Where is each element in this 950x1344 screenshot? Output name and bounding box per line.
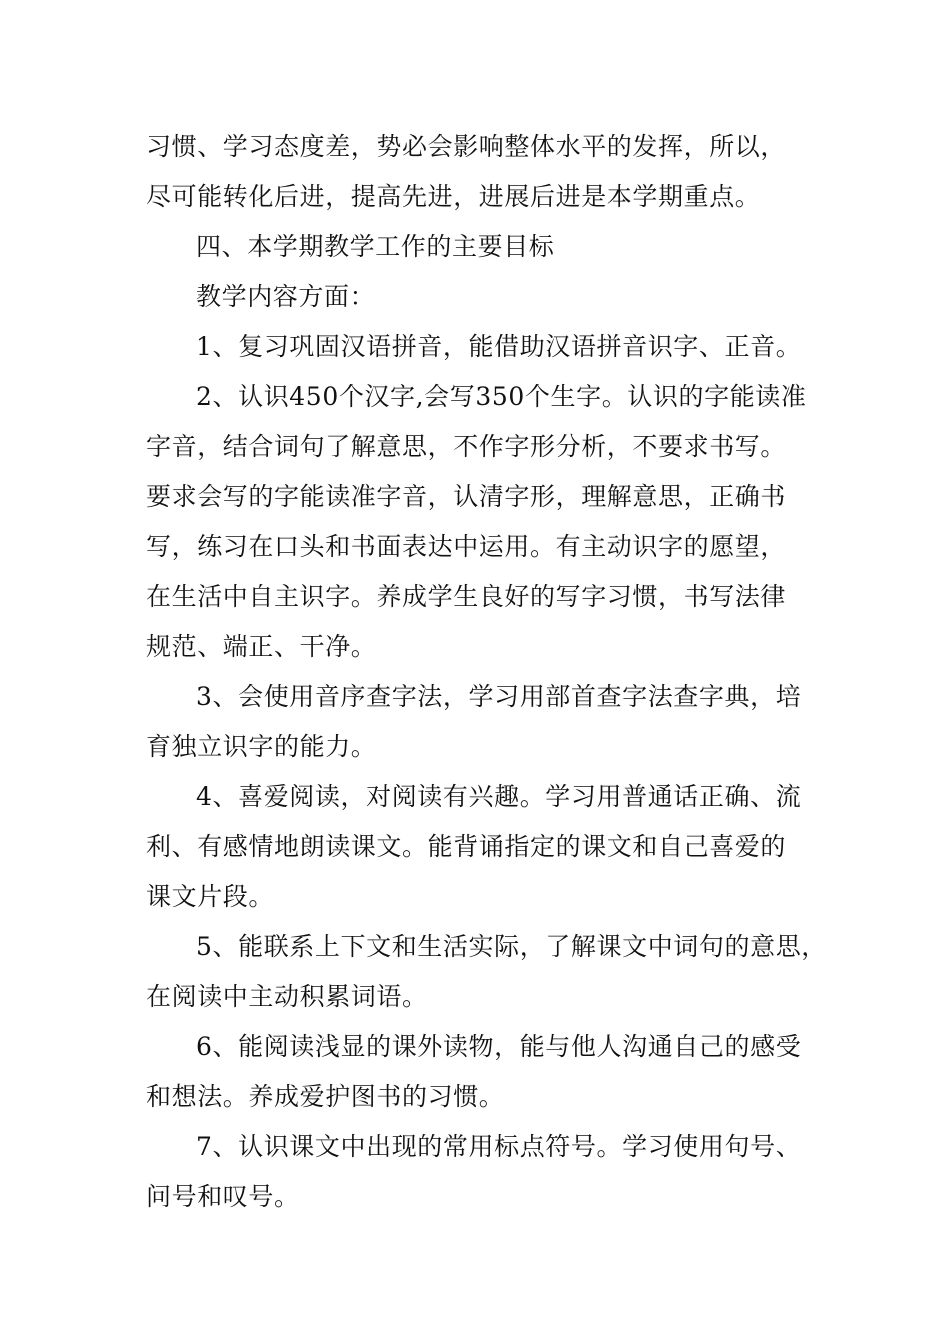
list-item: 7、认识课文中出现的常用标点符号。学习使用句号、: [196, 1132, 802, 1161]
list-item: 1、复习巩固汉语拼音，能借助汉语拼音识字、正音。: [196, 332, 802, 361]
text-line: 习惯、学习态度差，势必会影响整体水平的发挥，所以，: [146, 132, 787, 161]
text-line: 问号和叹号。: [146, 1182, 300, 1211]
text-line: 写，练习在口头和书面表达中运用。有主动识字的愿望，: [146, 532, 787, 561]
text-line: 尽可能转化后进，提高先进，进展后进是本学期重点。: [146, 182, 761, 211]
section-heading: 四、本学期教学工作的主要目标: [196, 232, 555, 261]
text-line: 在生活中自主识字。养成学生良好的写字习惯，书写法律: [146, 582, 787, 611]
list-item: 4、喜爱阅读，对阅读有兴趣。学习用普通话正确、流: [196, 782, 802, 811]
list-item: 2、认识450个汉字,会写350个生字。认识的字能读准: [196, 382, 807, 411]
text-line: 在阅读中主动积累词语。: [146, 982, 428, 1011]
text-line: 字音，结合词句了解意思，不作字形分析，不要求书写。: [146, 432, 787, 461]
text-line: 课文片段。: [146, 882, 275, 911]
subheading: 教学内容方面：: [196, 282, 376, 311]
text-line: 利、有感情地朗读课文。能背诵指定的课文和自己喜爱的: [146, 832, 787, 861]
list-item: 3、会使用音序查字法，学习用部首查字法查字典，培: [196, 682, 802, 711]
text-line: 规范、端正、干净。: [146, 632, 377, 661]
text-line: 和想法。养成爱护图书的习惯。: [146, 1082, 505, 1111]
text-line: 育独立识字的能力。: [146, 732, 377, 761]
list-item: 6、能阅读浅显的课外读物，能与他人沟通自己的感受: [196, 1032, 802, 1061]
text-line: 要求会写的字能读准字音，认清字形，理解意思，正确书: [146, 482, 787, 511]
list-item: 5、能联系上下文和生活实际，了解课文中词句的意思，: [196, 932, 827, 961]
